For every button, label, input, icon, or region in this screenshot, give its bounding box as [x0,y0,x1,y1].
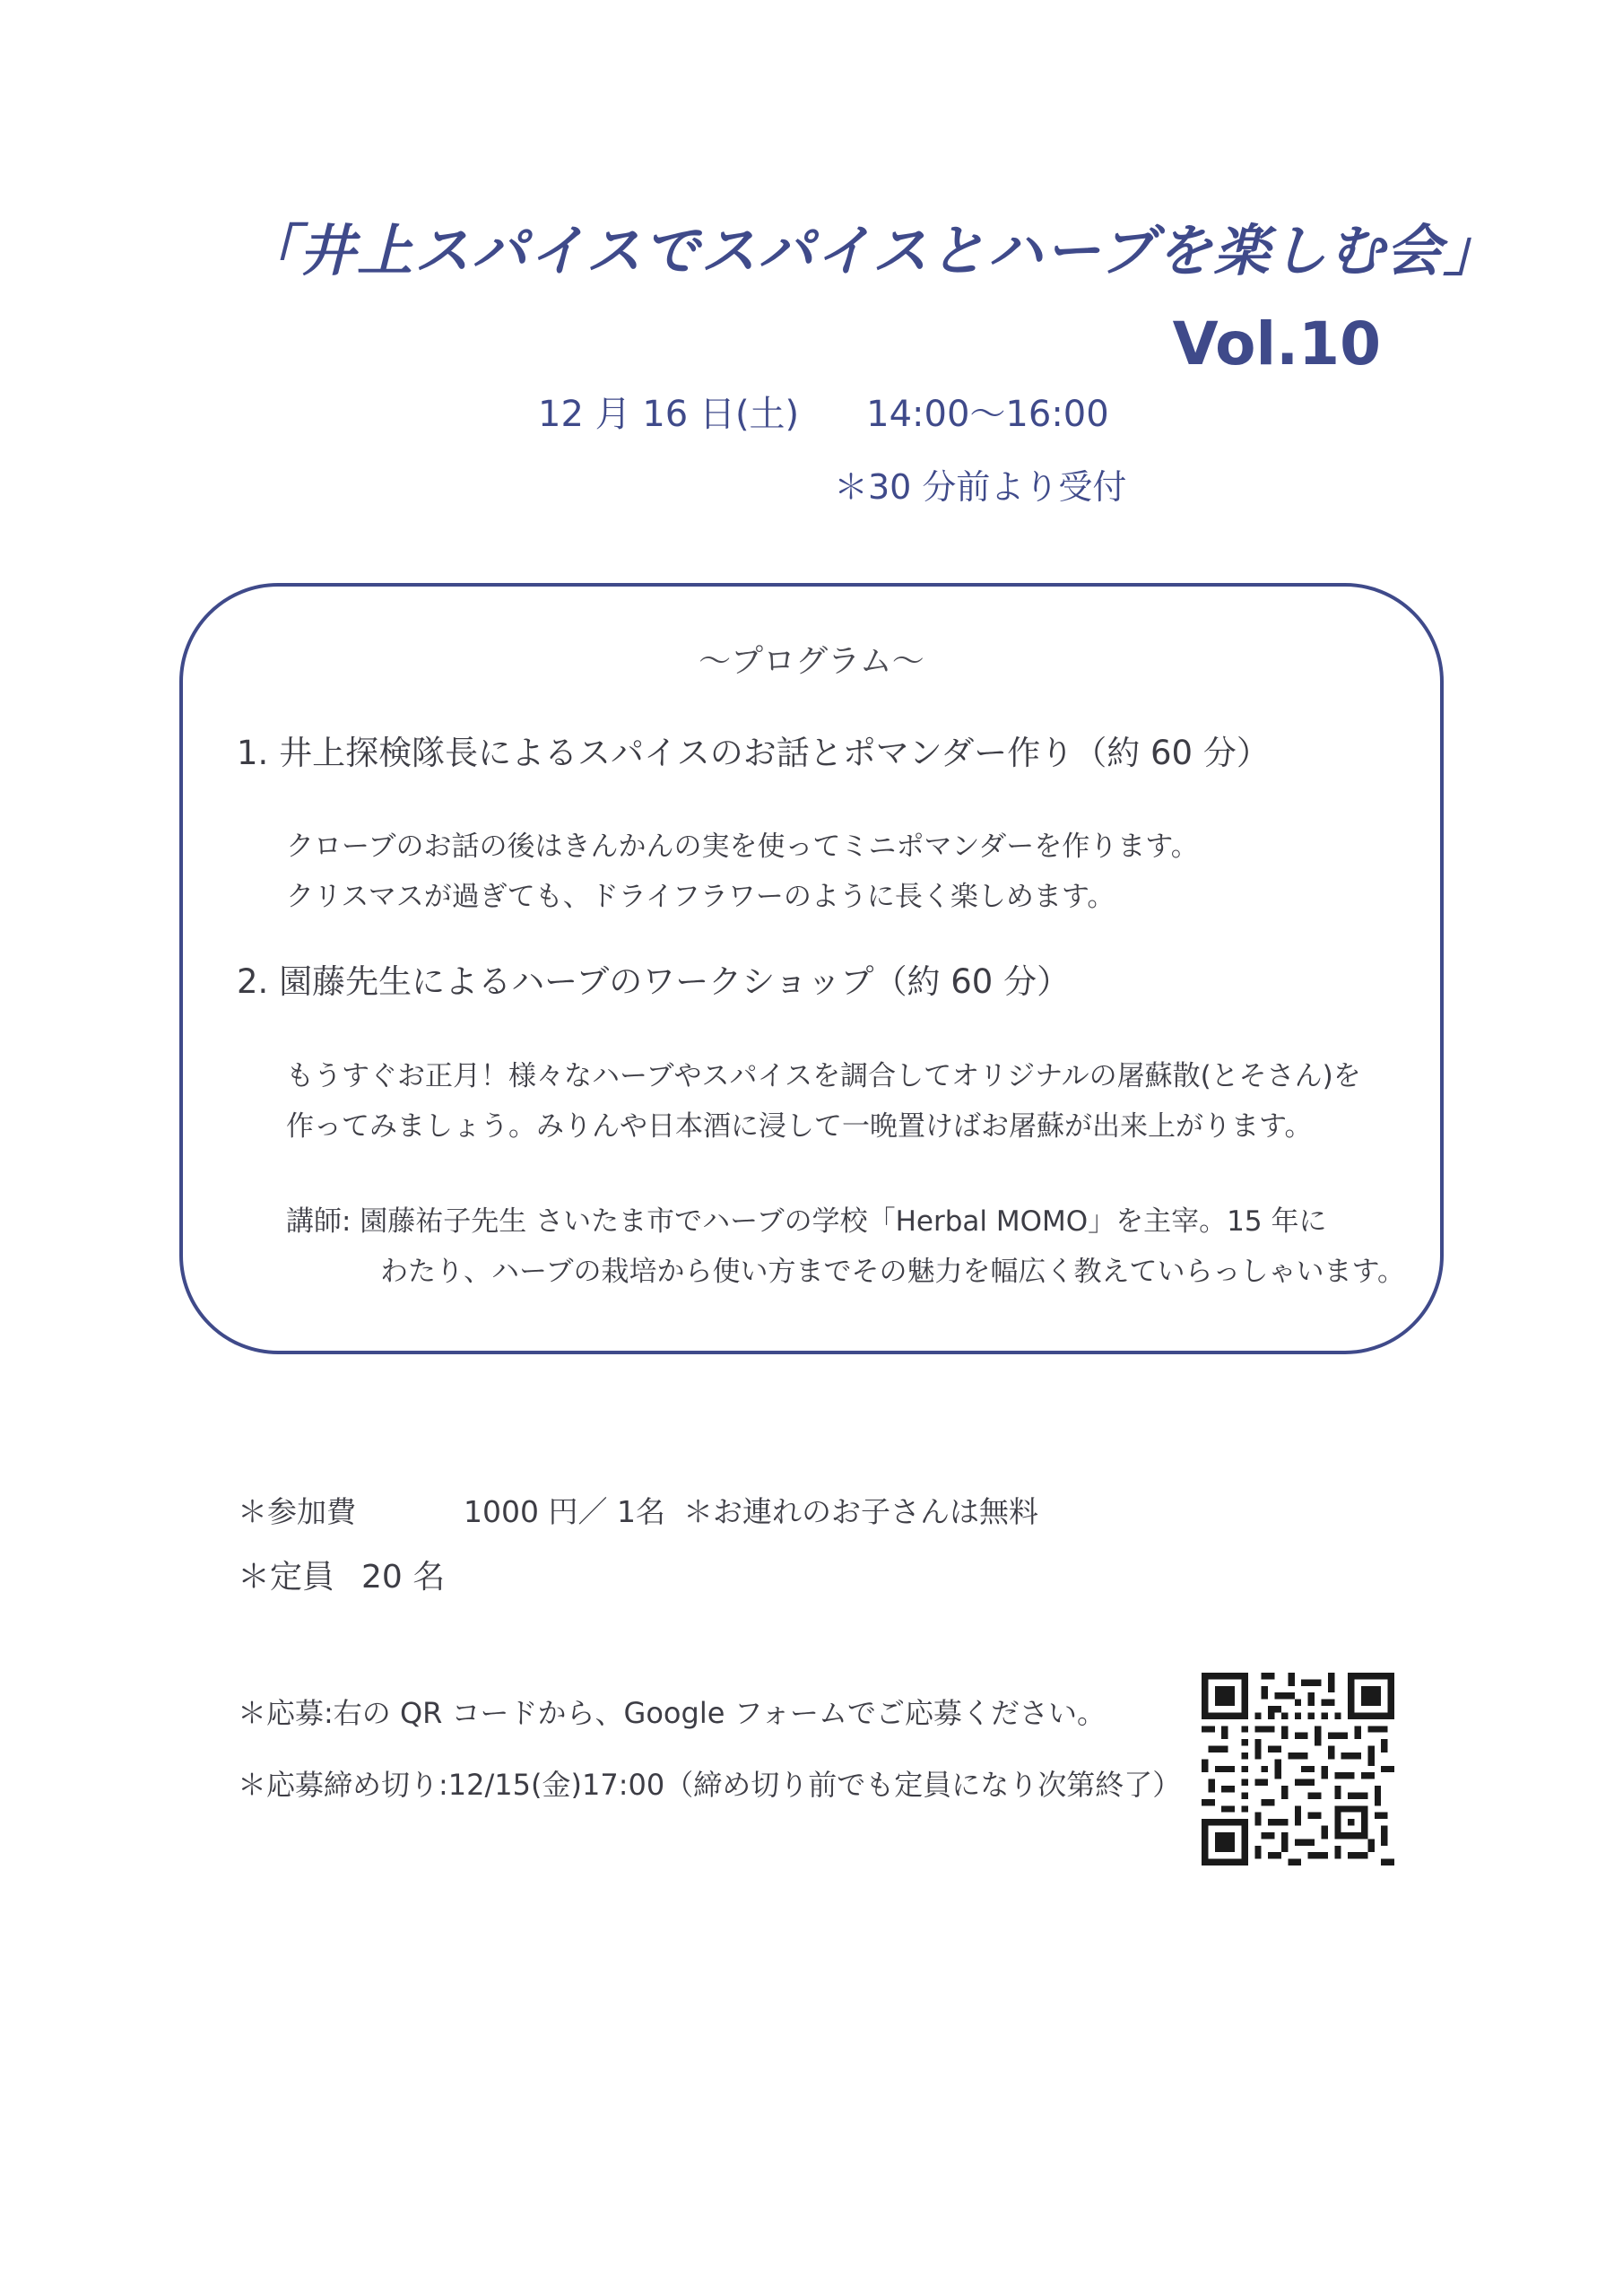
volume-label: Vol.10 [1172,309,1381,378]
program-item-1-desc [286,822,1199,922]
date-text: 12 月 16 日(土) [538,394,800,435]
capacity-label: ＊定員 [238,1559,335,1596]
apply-instructions: ＊応募:右の QR コードから、Google フォームでご応募ください。 [238,1696,1106,1730]
program-item-1-desc-line: クローブのお話の後はきんかんの実を使ってミニポマンダーを作ります。 [286,831,1199,863]
program-item-1-title: 1. 井上探検隊長によるスパイスのお話とポマンダー作り（約 60 分） [237,734,1270,772]
fee-row [238,1489,1038,1531]
program-item-2-desc-line: もうすぐお正月！様々なハーブやスパイスを調合してオリジナルの屠蘇散(とそさん)を [286,1060,1361,1092]
program-heading: 〜プログラム〜 [699,643,924,680]
lecturer-info [286,1196,1405,1297]
apply-deadline: ＊応募締め切り:12/15(金)17:00（締め切り前でも定員になり次第終了） [238,1768,1182,1802]
event-date [538,386,1109,437]
fee-label: ＊参加費 [238,1494,356,1529]
program-box [179,583,1444,1354]
program-item-2-title: 2. 園藤先生によるハーブのワークショップ（約 60 分） [237,962,1071,1001]
time-text: 14:00〜16:00 [866,394,1109,435]
qr-code-icon[interactable] [1202,1673,1394,1866]
lecturer-line: 講師: 園藤祐子先生 さいたま市でハーブの学校「Herbal MOMO」を主宰。15 年に [286,1205,1327,1238]
fee-value: 1000 円／ 1名 [464,1494,665,1529]
reception-note: ＊30 分前より受付 [834,467,1127,507]
capacity-value: 20 名 [361,1559,446,1596]
program-item-1-desc-line: クリスマスが過ぎても、ドライフラワーのように長く楽しめます。 [286,881,1115,913]
event-title: 「井上スパイスでスパイスとハーブを楽しむ会」 [242,218,1501,283]
program-item-2-desc [286,1051,1361,1152]
capacity-row [238,1552,445,1597]
lecturer-line: わたり、ハーブの栽培から使い方までその魅力を幅広く教えていらっしゃいます。 [380,1256,1405,1288]
fee-note: ＊お連れのお子さんは無料 [682,1494,1038,1529]
program-item-2-desc-line: 作ってみましょう。みりんや日本酒に浸して一晩置けばお屠蘇が出来上がります。 [286,1110,1313,1143]
